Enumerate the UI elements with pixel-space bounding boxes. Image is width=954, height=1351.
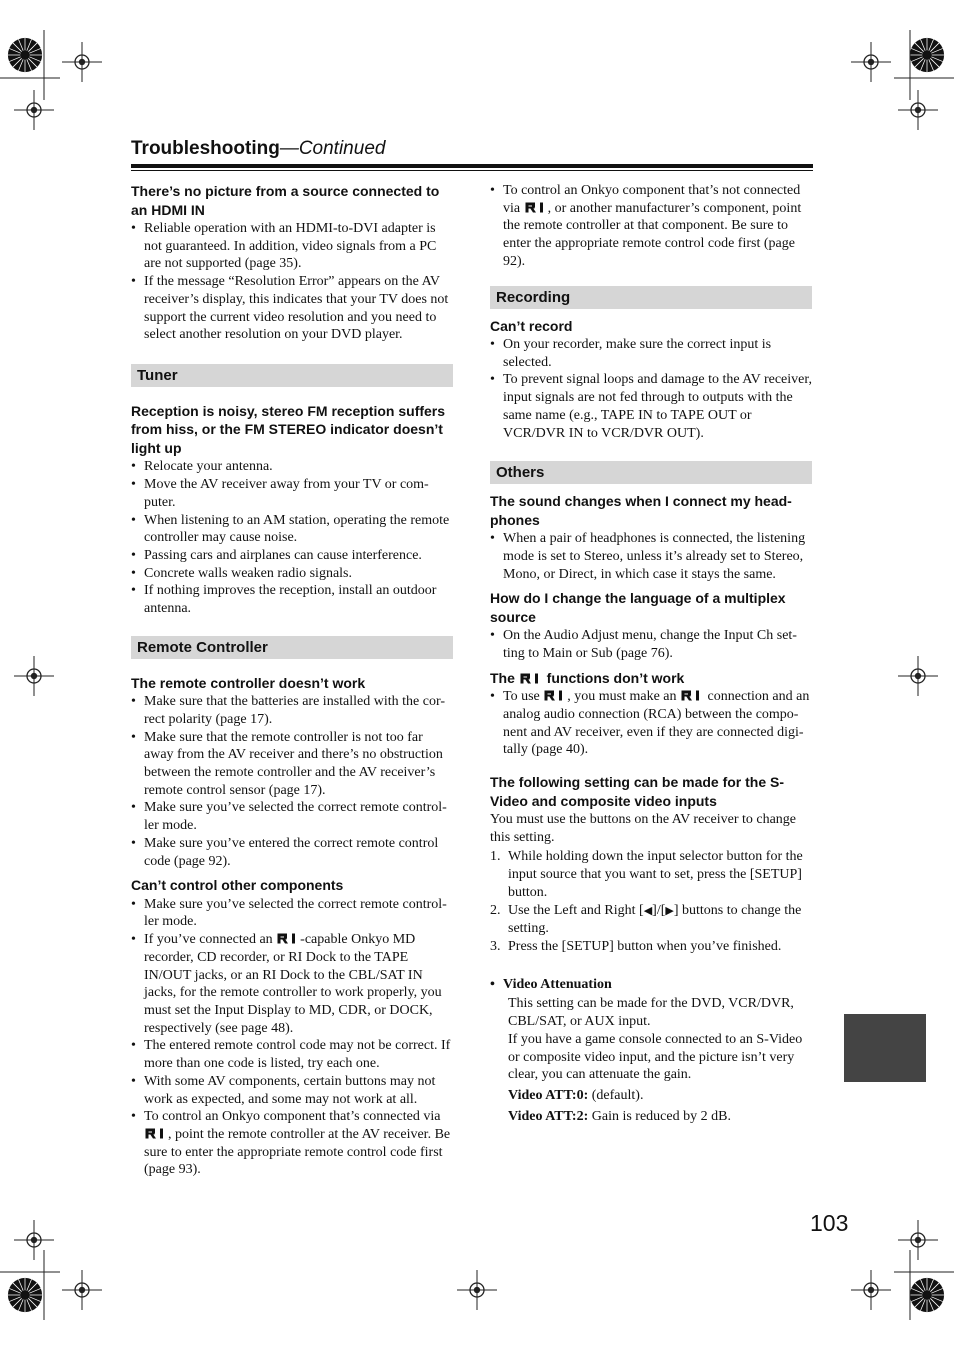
list-item: • If nothing improves the reception, install an outdoor antenna. (131, 582, 453, 617)
list-item: • To prevent signal loops and damage to the AV receiver, input signals are not fed through to outputs with the same name (e.g., TAPE IN to TAPE OUT or VCR/DVR IN to VCR/DVR OUT). (490, 371, 812, 442)
text-fragment: To use (503, 689, 540, 705)
list-item: • Make sure you’ve entered the correct remote control code (page 92). (131, 835, 453, 870)
ri-icon (520, 673, 542, 684)
text-fragment: ]/[ (652, 902, 666, 918)
text-fragment: The (490, 669, 515, 686)
att0-label: Video ATT:0: (508, 1087, 589, 1103)
others-heading-svideo: The following setting can be made for the S-Video and composite video inputs (490, 774, 785, 809)
step-number: 2. (490, 902, 501, 918)
ri-icon (544, 690, 566, 701)
ri-icon (681, 690, 703, 701)
text-fragment: Use the Left and Right [ (508, 902, 644, 918)
att2-text: Gain is reduced by 2 dB. (588, 1108, 731, 1124)
header-rule-thin (131, 170, 813, 171)
list-item: • When listening to an AM station, operating the remote controller may cause noise. (131, 512, 453, 547)
list-item: • Passing cars and airplanes can cause interference. (131, 547, 453, 565)
list-item: • On the Audio Adjust menu, change the Input Ch set-ting to Main or Sub (page 76). (490, 627, 812, 662)
video-attenuation-block (490, 976, 812, 994)
list-item: • On your recorder, make sure the correct input is selected. (490, 336, 812, 371)
ri-icon (277, 933, 299, 944)
recording-heading: Can’t record (490, 317, 573, 334)
list-item: • Make sure you’ve selected the correct remote control-ler mode. (131, 799, 453, 834)
right-column (490, 182, 812, 1125)
text-fragment: ] buttons to change the setting. (508, 902, 802, 937)
right-arrow-icon: ▶ (665, 904, 674, 917)
list-item (490, 848, 812, 901)
others-bullets-1 (490, 530, 812, 583)
list-item: • Concrete walls weaken radio signals. (131, 565, 453, 583)
list-item: • Reliable operation with an HDMI-to-DVI adapter is not guaranteed. In addition, video signals from a PC are not supported (page 35). (131, 220, 453, 273)
section-header-remote-controller: Remote Controller (131, 636, 453, 659)
step-number: 3. (490, 938, 501, 954)
left-arrow-icon: ◀ (643, 904, 653, 917)
video-attenuation-title: • Video Attenuation (490, 976, 812, 994)
text-fragment: -capable Onkyo MD recorder, CD recorder, or RI Dock to the TAPE IN/OUT jacks, or an RI Dock to the CBL/SAT IN jacks, for the remote controller to work properly, you must set the Input Display to MD, CDR, or DOCK, respectively (see page 48). (144, 932, 442, 1036)
step-number: 1. (490, 849, 501, 865)
list-item (490, 182, 812, 271)
ri-icon (145, 1128, 167, 1139)
left-column (131, 182, 453, 1179)
recording-bullets (490, 336, 812, 442)
header-title: Troubleshooting (131, 138, 280, 159)
header-continued: —Continued (279, 138, 386, 159)
att0-text: (default). (588, 1087, 644, 1103)
list-item (490, 902, 812, 938)
va-paragraph-2: If you have a game console connected to an S-Video or composite video input, and the picture isn’t very clear, you can attenuate the gain. (508, 1031, 803, 1083)
text-fragment: , you must make an (567, 689, 677, 705)
header-rule (131, 164, 813, 168)
list-item (131, 931, 453, 1037)
text-fragment: functions don’t work (546, 669, 685, 686)
va-att2 (490, 1108, 812, 1126)
list-item: • The entered remote control code may not be correct. If more than one code is listed, try each one. (131, 1037, 453, 1072)
remote-bullets-2 (131, 896, 453, 1179)
section-header-tuner: Tuner (131, 364, 453, 387)
list-item: • When a pair of headphones is connected, the listening mode is set to Stereo, unless it’s already set to Stereo, Mono, or Direct, in which case it stays the same. (490, 530, 812, 583)
va-paragraph-1: This setting can be made for the DVD, VCR/DVR, CBL/SAT, or AUX input. (508, 996, 794, 1030)
section-header-others: Others (490, 461, 812, 484)
tuner-bullets (131, 458, 453, 617)
step-text: While holding down the input selector button for the input source that you want to set, press the [SETUP] button. (508, 849, 803, 900)
text-fragment: To control an Onkyo component that’s connected via (144, 1109, 441, 1125)
page-number: 103 (810, 1210, 849, 1236)
list-item (131, 1108, 453, 1179)
list-item (490, 688, 812, 759)
chapter-tab (844, 1014, 926, 1082)
remote-heading-1: The remote controller doesn’t work (131, 674, 366, 691)
text-fragment: connection and an analog audio connection (RCA) between the compo-nent and AV receiver, even if they are connected digi-tally (page 40). (503, 689, 810, 758)
list-item: • Make sure you’ve selected the correct remote control-ler mode. (131, 896, 453, 931)
text-fragment: , point the remote controller at the AV receiver. Be sure to enter the appropriate remote control code first (page 93). (144, 1126, 451, 1178)
svideo-steps (490, 848, 812, 955)
others-heading-headphones: The sound changes when I connect my head-phones (490, 493, 792, 528)
list-item: • Move the AV receiver away from your TV or com-puter. (131, 476, 453, 511)
list-item: • Make sure that the remote controller is not too far away from the AV receiver and there’s no obstruction between the remote controller and the AV receiver’s remote control sensor (page 17). (131, 729, 453, 800)
svideo-intro: You must use the buttons on the AV receiver to change this setting. (490, 812, 797, 845)
step-text: Press the [SETUP] button when you’ve finished. (508, 938, 782, 954)
hdmi-heading: There’s no picture from a source connected to an HDMI IN (131, 183, 440, 218)
text-fragment: If you’ve connected an (144, 932, 273, 948)
others-bullets-2 (490, 627, 812, 662)
list-item: • Make sure that the batteries are installed with the cor-rect polarity (page 17). (131, 693, 453, 728)
others-bullets-3 (490, 688, 812, 759)
section-header-recording: Recording (490, 286, 812, 309)
page-header (131, 138, 813, 160)
others-heading-ri (490, 669, 812, 688)
list-item: • With some AV components, certain buttons may not work as expected, and some may not work at all. (131, 1073, 453, 1108)
att2-label: Video ATT:2: (508, 1108, 589, 1124)
list-item (490, 938, 812, 956)
text-fragment: To control an Onkyo component that’s not connected via (503, 183, 801, 216)
remote-bullets-continued (490, 182, 812, 271)
ri-icon (525, 202, 547, 213)
others-heading-multiplex: How do I change the language of a multiplex source (490, 590, 786, 625)
hdmi-bullets (131, 220, 453, 344)
remote-heading-2: Can’t control other components (131, 877, 344, 894)
list-item: • If the message “Resolution Error” appears on the AV receiver’s display, this indicates that your TV does not support the current video resolution and you need to select another resolution on your DVD player. (131, 273, 453, 344)
remote-bullets-1 (131, 693, 453, 870)
list-item: • Relocate your antenna. (131, 458, 453, 476)
tuner-heading: Reception is noisy, stereo FM reception suffers from hiss, or the FM STEREO indicator doesn’t light up (131, 402, 446, 456)
va-att0 (490, 1087, 812, 1105)
text-fragment: , or another manufacturer’s component, point the remote controller at that component. Be sure to enter the appropriate remote control code first (page 92). (503, 200, 802, 269)
